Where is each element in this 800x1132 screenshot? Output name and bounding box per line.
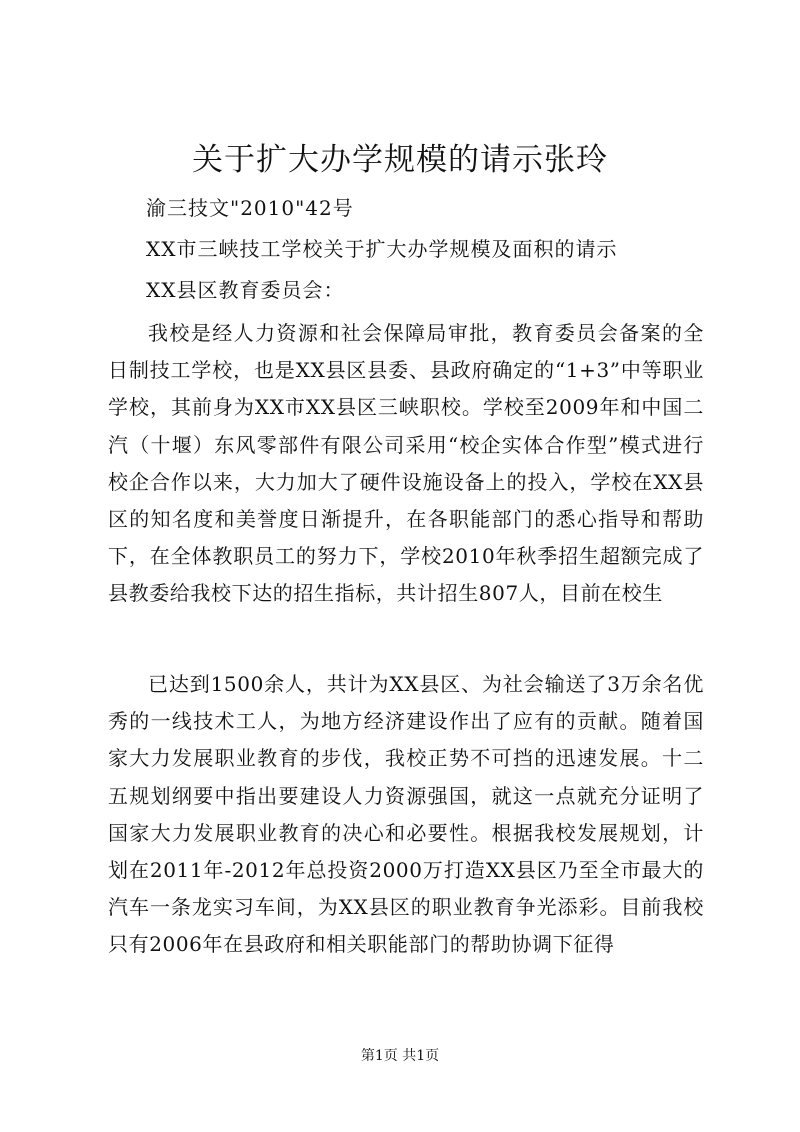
document-number: 渝三技文"2010"42号 [146, 196, 354, 220]
addressee: XX县区教育委员会： [146, 278, 345, 302]
body-paragraph-1: 我校是经人力资源和社会保障局审批，教育委员会备案的全日制技工学校，也是XX县区县委、县政府确定的“1+3”中等职业学校，其前身为XX市XX县区三峡职校。学校至2009年和中国二汽（十堰）东风零部件有限公司采用“校企实体合作型”模式进行校企合作以来，大力加大了硬件设施设备上的投入，学校在XX县区的知名度和美誉度日渐提升，在各职能部门的悉心指导和帮助下，在全体教职员工的努力下，学校2010年秋季招生超额完成了县教委给我校下达的招生指标，共计招生807人，目前在校生 [108, 321, 704, 606]
body-paragraph-2: 已达到1500余人，共计为XX县区、为社会输送了3万余名优秀的一线技术工人，为地方经济建设作出了应有的贡献。随着国家大力发展职业教育的步伐，我校正势不可挡的迅速发展。十二五规划纲要中指出要建设人力资源强国，就这一点就充分证明了国家大力发展职业教育的决心和必要性。根据我校发展规划，计划在2011年-2012年总投资2000万打造XX县区乃至全市最大的汽车一条龙实习车间，为XX县区的职业教育争光添彩。目前我校只有2006年在县政府和相关职能部门的帮助协调下征得 [108, 672, 704, 957]
document-title: 关于扩大办学规模的请示张玲 [192, 142, 608, 178]
page-footer: 第1页 共1页 [360, 1048, 440, 1064]
document-subject: XX市三峡技工学校关于扩大办学规模及面积的请示 [146, 237, 618, 261]
